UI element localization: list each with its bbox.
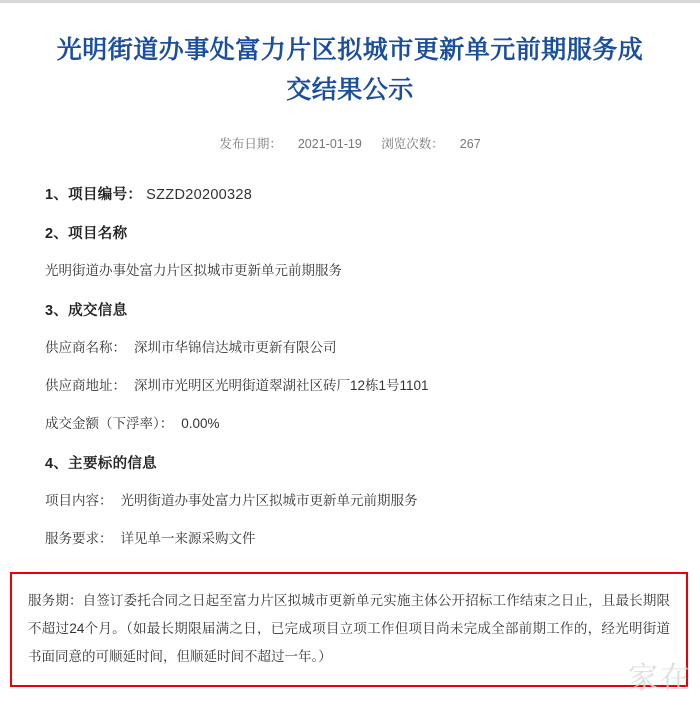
supplier-address-value: 深圳市光明区光明街道翠湖社区砖厂12栋1号1101 bbox=[134, 378, 429, 393]
publish-date-label: 发布日期： bbox=[219, 137, 282, 151]
section-heading-1: 1、项目编号： SZZD20200328 bbox=[45, 187, 253, 203]
views-value: 267 bbox=[459, 137, 481, 151]
project-content-label: 项目内容： bbox=[45, 493, 113, 508]
project-content-value: 光明街道办事处富力片区拟城市更新单元前期服务 bbox=[120, 493, 418, 508]
project-number-value: SZZD20200328 bbox=[146, 187, 253, 203]
service-requirement-row bbox=[45, 520, 655, 558]
page-title: 光明街道办事处富力片区拟城市更新单元前期服务成交结果公示 bbox=[56, 36, 644, 104]
service-requirement-label: 服务要求： bbox=[45, 531, 113, 546]
project-content-row bbox=[45, 482, 655, 520]
document-body bbox=[0, 152, 700, 558]
publish-date-value: 2021-01-19 bbox=[297, 137, 362, 151]
supplier-name-value: 深圳市华锦信达城市更新有限公司 bbox=[134, 340, 337, 355]
supplier-address-label: 供应商地址： bbox=[45, 378, 126, 393]
section-heading-4: 4、主要标的信息 bbox=[45, 456, 157, 472]
document-meta bbox=[0, 134, 700, 152]
deal-amount-label: 成交金额（下浮率）： bbox=[45, 416, 174, 431]
deal-amount-row bbox=[45, 405, 655, 443]
supplier-name-label: 供应商名称： bbox=[45, 340, 126, 355]
section-heading-2: 2、项目名称 bbox=[45, 226, 128, 242]
section-heading-3: 3、成交信息 bbox=[45, 303, 128, 319]
views-label: 浏览次数： bbox=[381, 137, 444, 151]
service-requirement-value: 详见单一来源采购文件 bbox=[120, 531, 256, 546]
project-name-value: 光明街道办事处富力片区拟城市更新单元前期服务 bbox=[45, 263, 342, 278]
highlighted-service-period-box bbox=[10, 572, 688, 687]
top-divider bbox=[0, 0, 700, 3]
watermark: 家在 bbox=[628, 661, 692, 696]
deal-amount-value: 0.00% bbox=[181, 416, 220, 431]
service-period-text: 服务期：自签订委托合同之日起至富力片区拟城市更新单元实施主体公开招标工作结束之日止，且最长期限不超过24个月。（如最长期限届满之日，已完成项目立项工作但项目尚未完成全部前期工作的，经光明街道书面同意的可顺延时间，但顺延时间不超过一年。） bbox=[28, 593, 670, 664]
supplier-name-row bbox=[45, 329, 655, 367]
supplier-address-row bbox=[45, 367, 655, 405]
